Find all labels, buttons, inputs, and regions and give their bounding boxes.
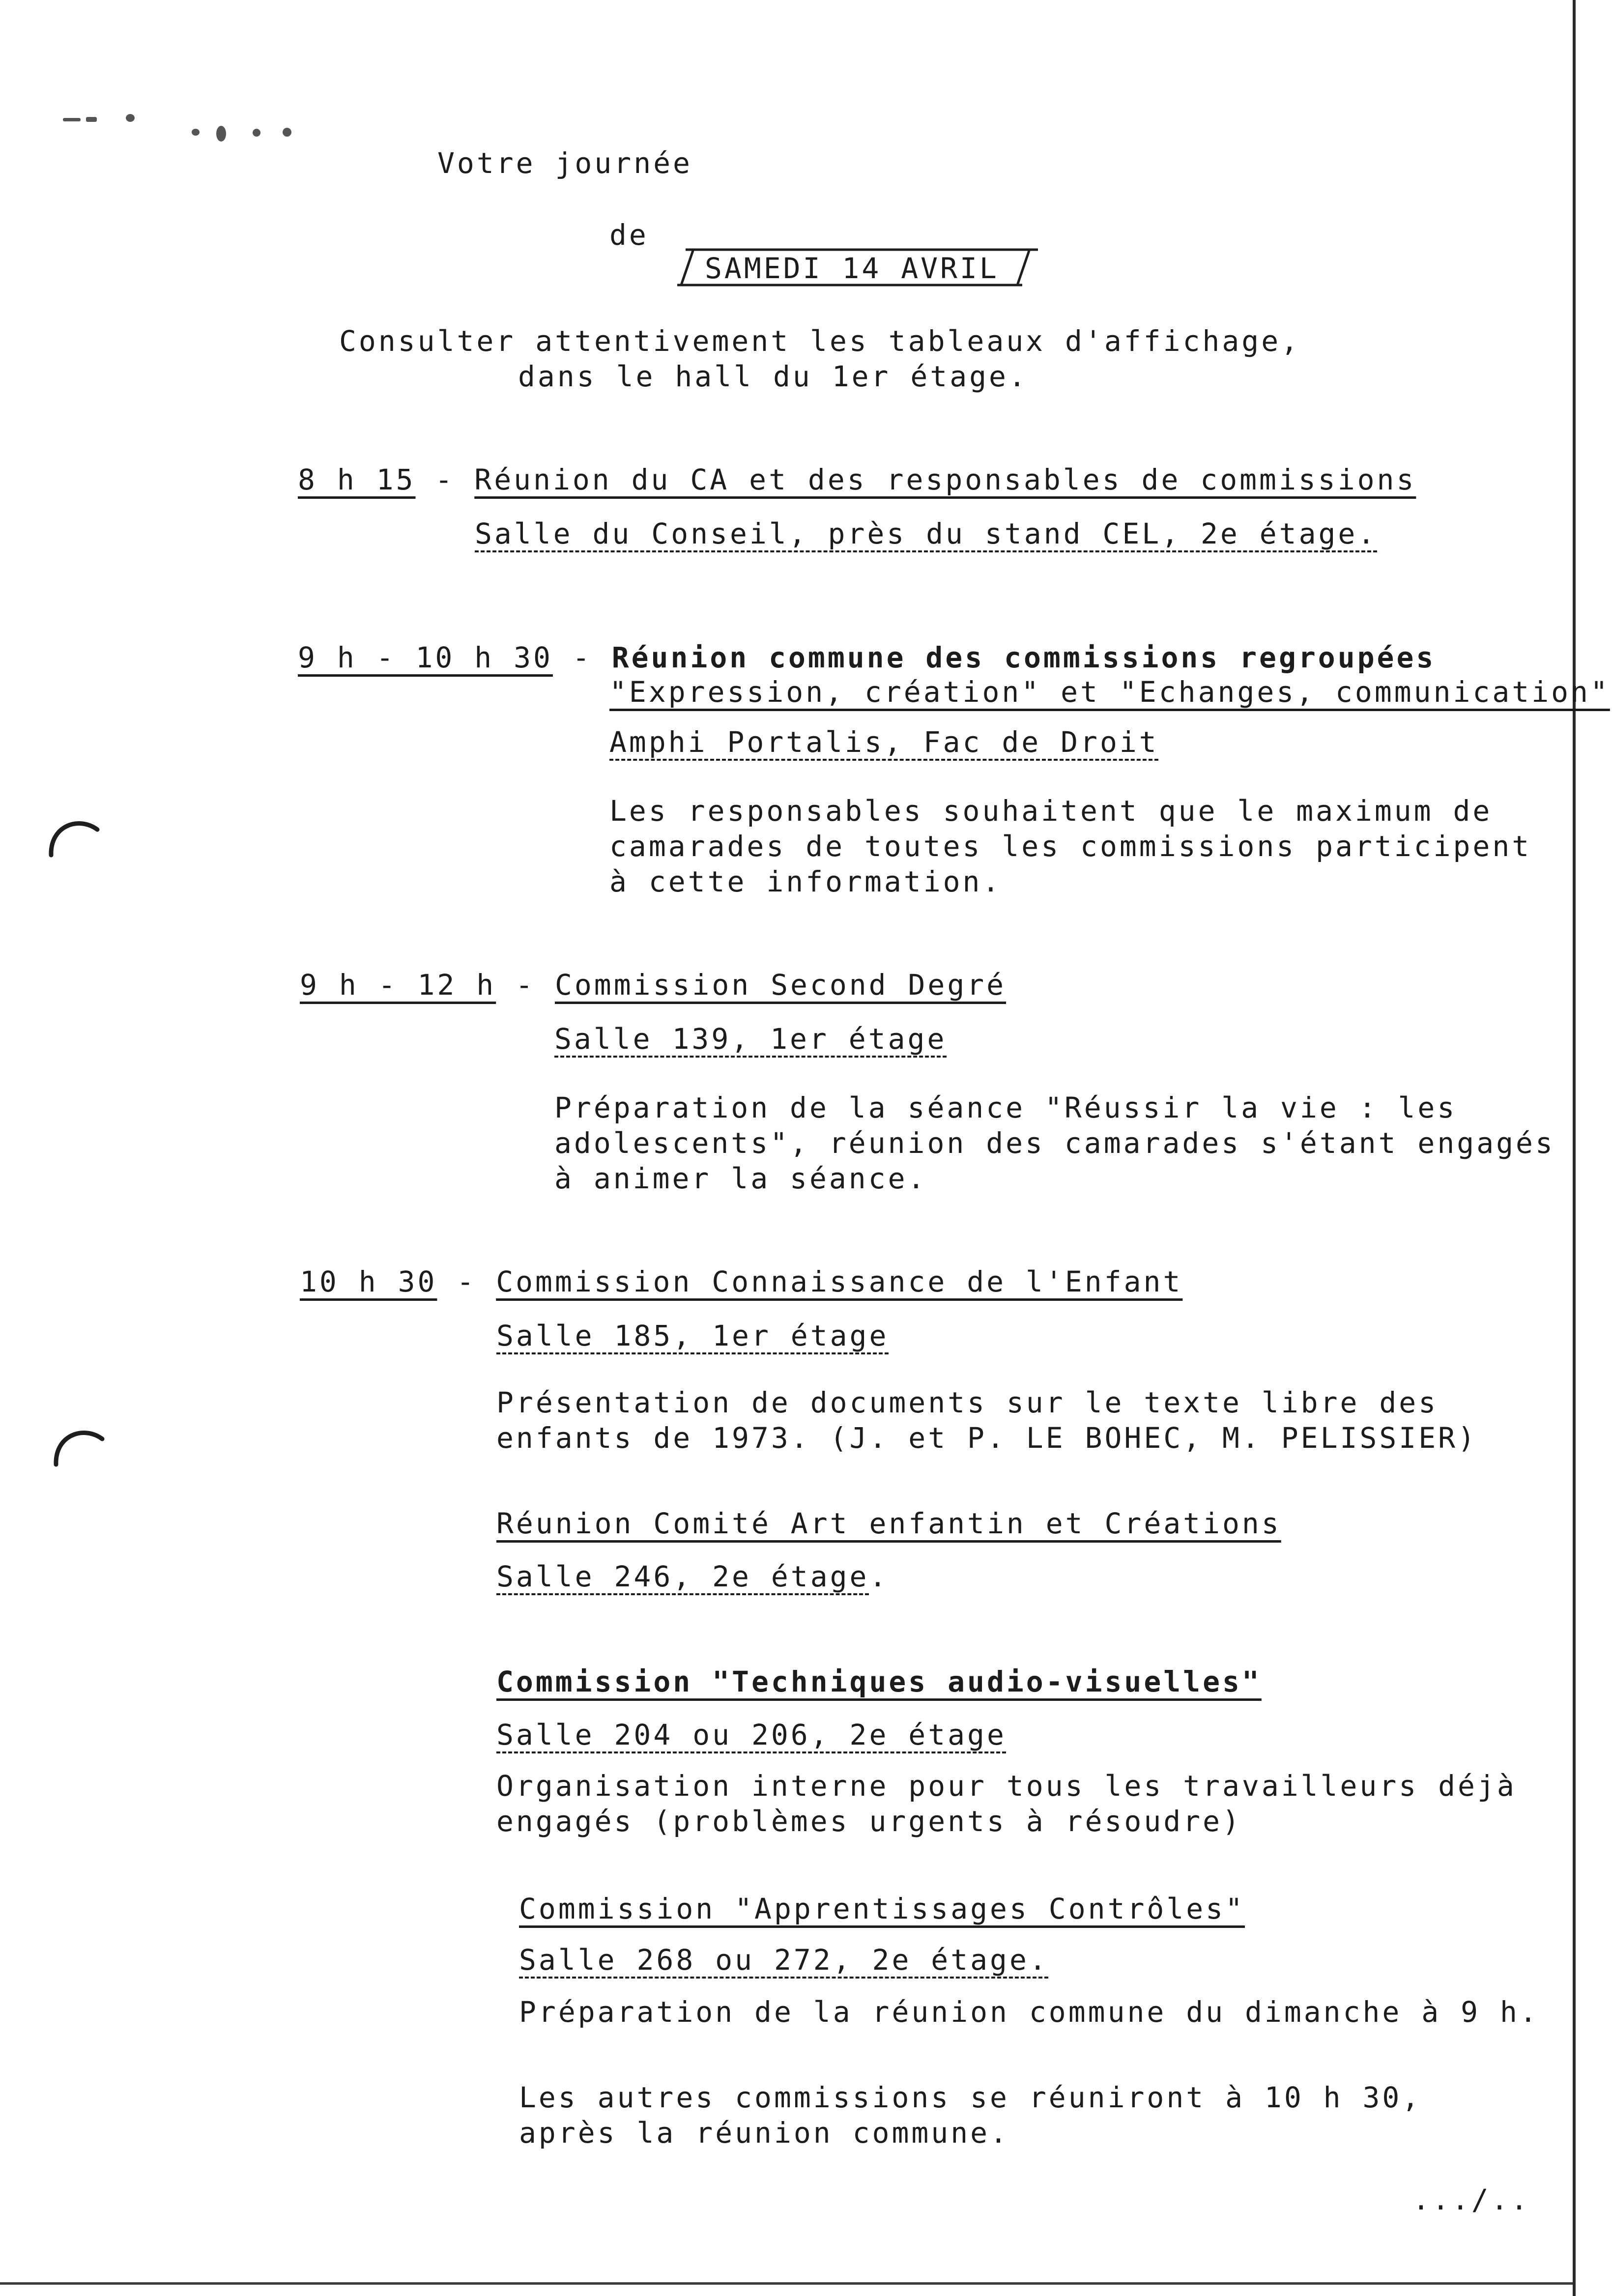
right-border-line	[1573, 0, 1576, 2296]
entry-time: 10 h 30	[300, 1265, 437, 1298]
entry-note-line: Préparation de la séance "Réussir la vie : les	[554, 1091, 1457, 1124]
entry-separator: -	[437, 1265, 496, 1298]
entry-separator: -	[496, 968, 555, 1002]
closing-line-2: après la réunion commune.	[519, 2116, 1009, 2150]
entry-note-line: à animer la séance.	[554, 1162, 927, 1195]
entry-room: Salle 185, 1er étage	[496, 1319, 889, 1352]
entry-title: Réunion commune des commissions regroupées	[611, 641, 1436, 674]
entry-note-line: camarades de toutes les commissions participent	[609, 830, 1532, 863]
entry-note-line: Présentation de documents sur le texte libre des	[496, 1386, 1439, 1419]
entry-room: Salle 246, 2e étage	[496, 1560, 869, 1593]
schedule-entry-1	[298, 462, 1416, 497]
entry-title: Réunion du CA et des responsables de commissions	[474, 463, 1416, 496]
stray-mark	[253, 129, 260, 137]
stray-mark	[283, 128, 291, 137]
entry-separator: -	[415, 463, 475, 496]
entry-time: 8 h 15	[298, 463, 416, 496]
stray-mark	[126, 114, 135, 122]
date-label: SAMEDI 14 AVRIL	[705, 252, 999, 285]
entry-title: Commission "Apprentissages Contrôles"	[519, 1892, 1245, 1925]
stray-mark	[63, 118, 81, 121]
entry-room: Amphi Portalis, Fac de Droit	[609, 725, 1159, 759]
entry-room-line	[496, 1559, 889, 1594]
entry-separator: -	[552, 641, 612, 674]
entry-room: Salle du Conseil, près du stand CEL, 2e étage.	[475, 517, 1378, 550]
entry-note-line: enfants de 1973. (J. et P. LE BOHEC, M. PELISSIER)	[496, 1421, 1477, 1455]
entry-title: Réunion Comité Art enfantin et Créations	[496, 1507, 1281, 1540]
intro-line-1: Consulter attentivement les tableaux d'affichage,	[339, 324, 1301, 358]
entry-title: Commission Connaissance de l'Enfant	[496, 1265, 1183, 1298]
continuation-mark: .../..	[1412, 2183, 1530, 2216]
schedule-entry-3	[300, 967, 1006, 1003]
stray-mark	[216, 126, 226, 142]
entry-title: Commission "Techniques audio-visuelles"	[496, 1665, 1262, 1698]
stray-mark	[86, 117, 97, 122]
intro-line-2: dans le hall du 1er étage.	[518, 360, 1028, 393]
stray-mark	[192, 129, 200, 136]
entry-time: 9 h - 12 h	[300, 968, 496, 1002]
entry-title: Commission Second Degré	[554, 968, 1007, 1002]
binder-hole-mark	[49, 1415, 108, 1469]
entry-room: Salle 139, 1er étage	[554, 1022, 947, 1056]
binder-hole-mark	[44, 806, 103, 860]
entry-note-line: adolescents", réunion des camarades s'étant engagés	[554, 1126, 1555, 1160]
entry-note-line: engagés (problèmes urgents à résoudre)	[496, 1805, 1242, 1838]
bottom-border-line	[0, 2282, 1573, 2285]
entry-note-line: à cette information.	[609, 865, 1002, 898]
entry-room-end: .	[869, 1560, 889, 1593]
closing-line-1: Les autres commissions se réuniront à 10 h 30,	[519, 2081, 1422, 2114]
entry-room: Salle 204 ou 206, 2e étage	[496, 1718, 1007, 1751]
entry-room: Salle 268 ou 272, 2e étage.	[519, 1943, 1049, 1977]
schedule-entry-4	[300, 1264, 1182, 1299]
entry-note-line: Préparation de la réunion commune du dimanche à 9 h.	[519, 1995, 1539, 2029]
entry-note-line: Organisation interne pour tous les travailleurs déjà	[496, 1769, 1517, 1803]
header-de: de	[609, 218, 649, 252]
entry-title-line-2: "Expression, création" et "Echanges, communication"	[609, 675, 1610, 709]
schedule-entry-2	[298, 640, 1436, 675]
entry-time: 9 h - 10 h 30	[298, 641, 553, 674]
header-title: Votre journée	[437, 146, 692, 180]
entry-note-line: Les responsables souhaitent que le maximum de	[609, 794, 1493, 828]
